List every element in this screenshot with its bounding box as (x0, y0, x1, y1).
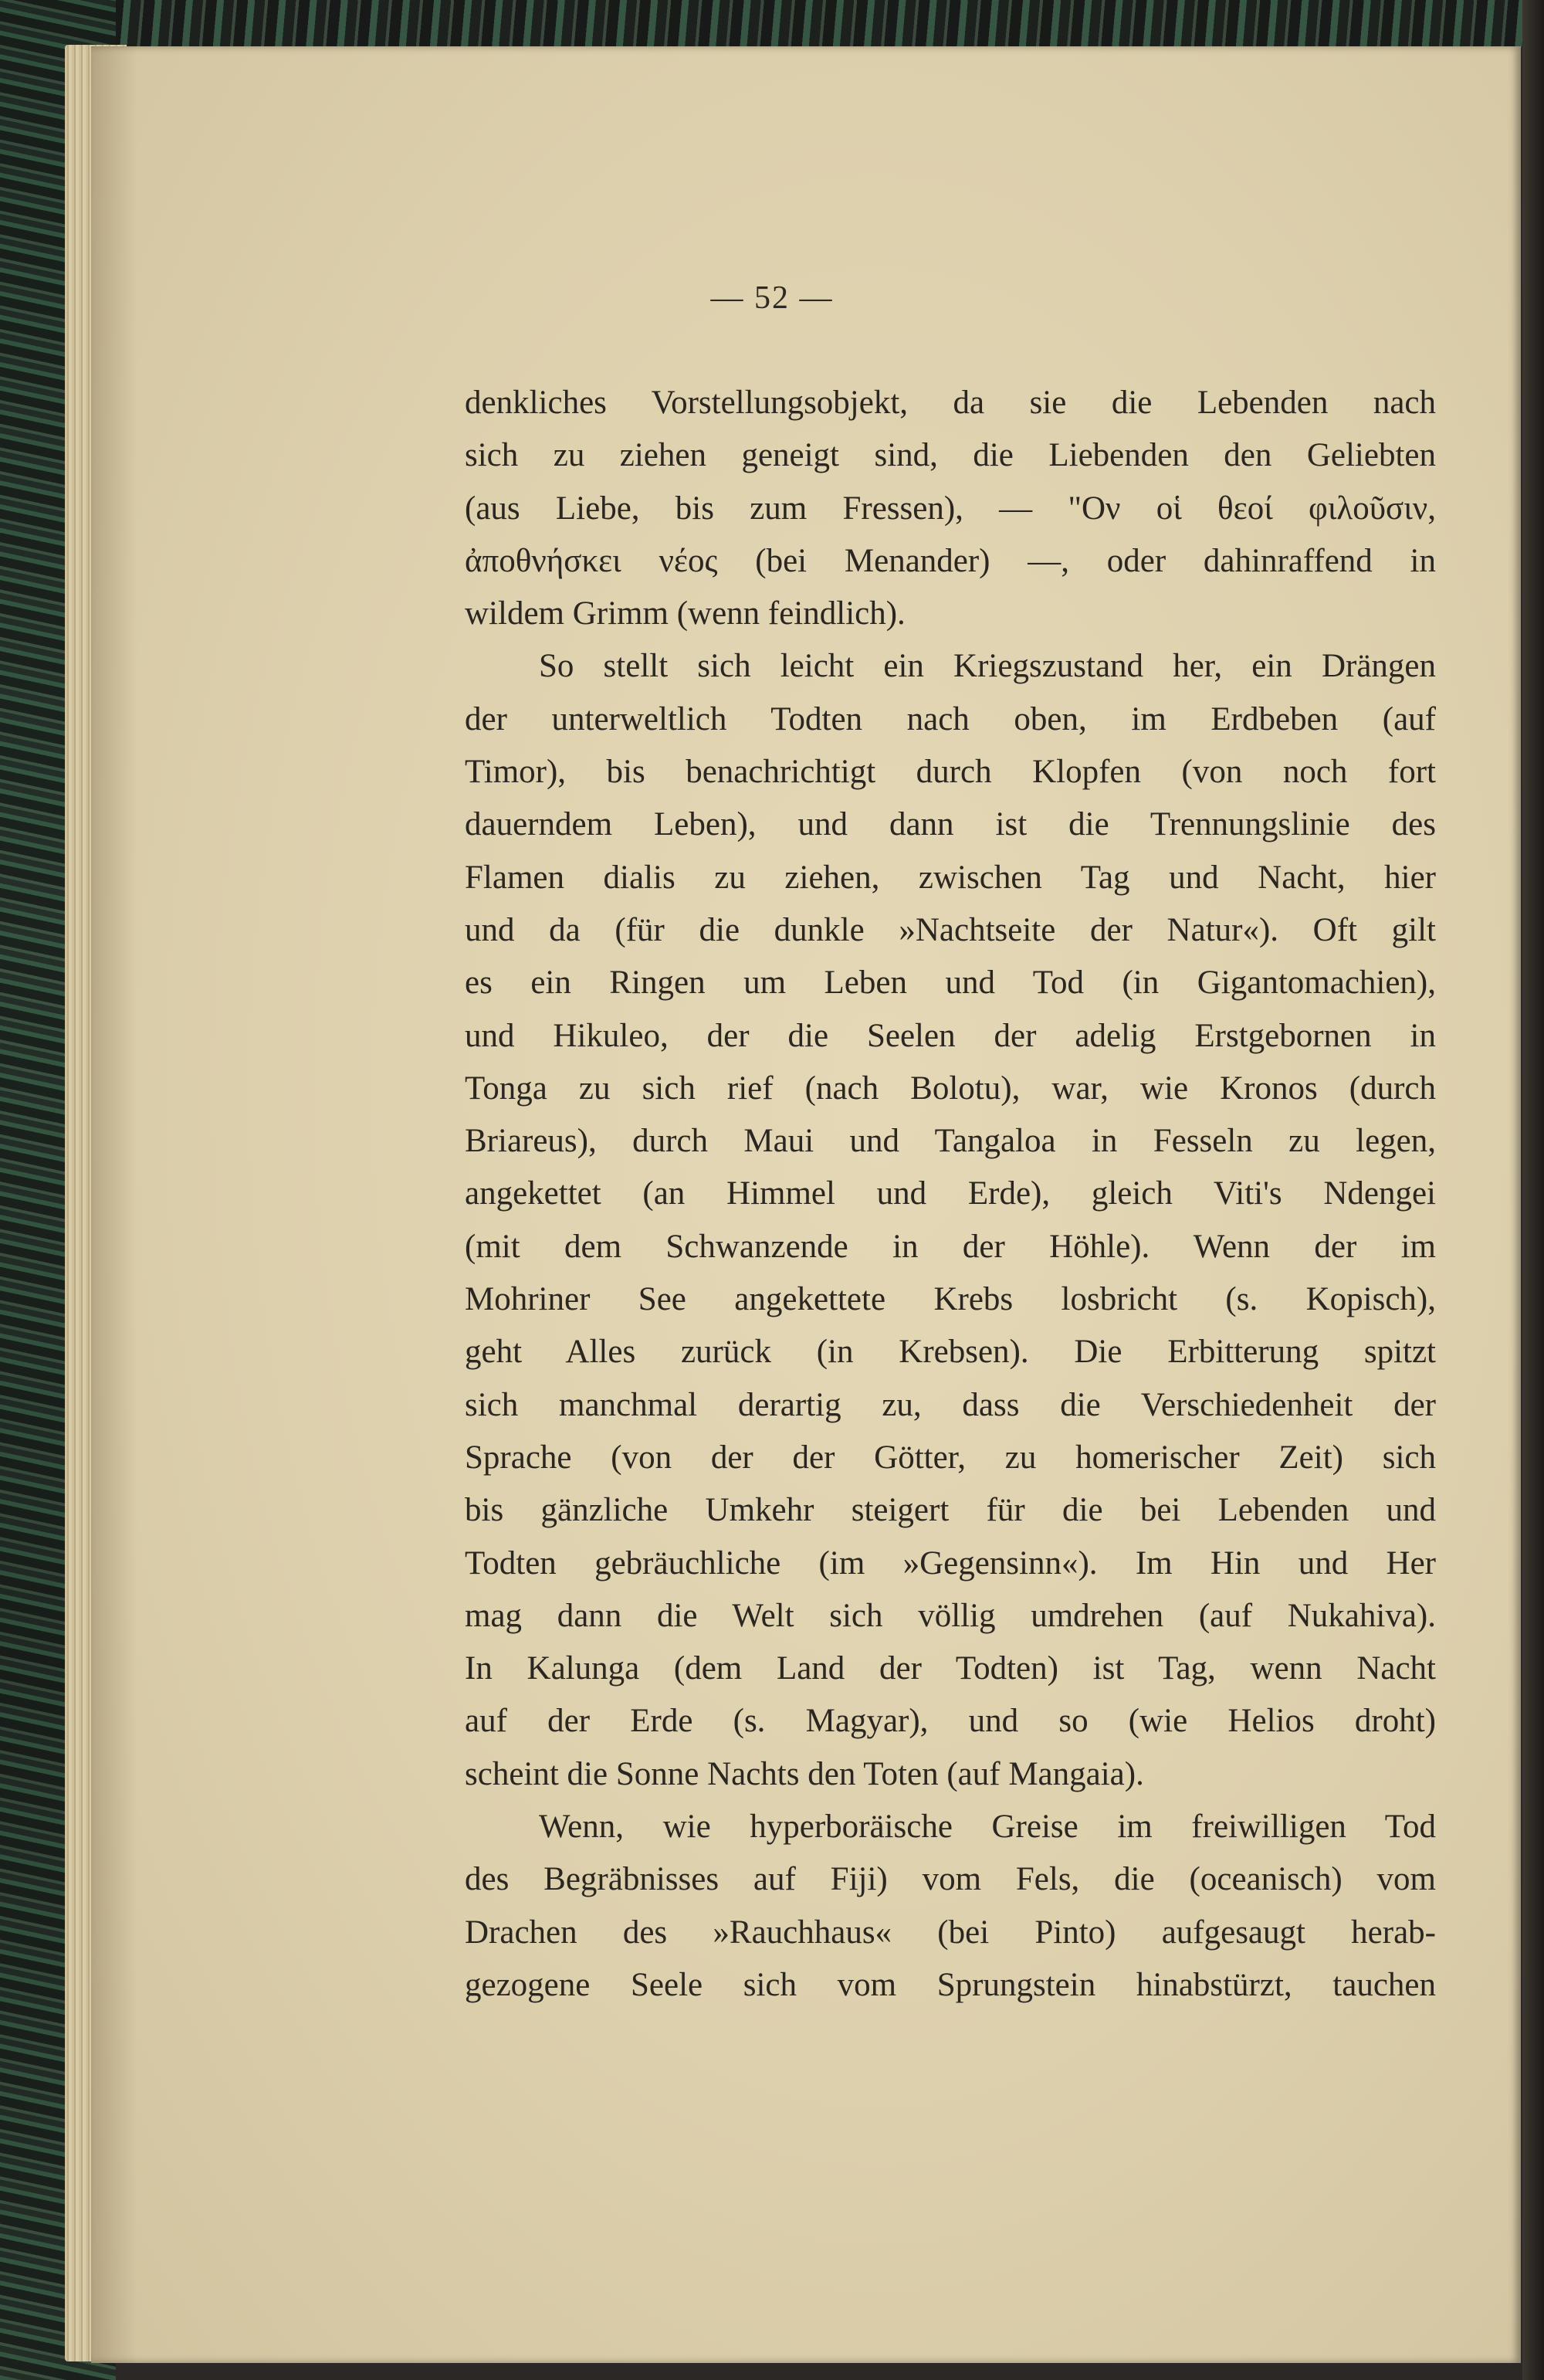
text-line: dauerndem Leben), und dann ist die Trennungslinie des (465, 806, 1436, 843)
text-line: sich manchmal derartig zu, dass die Verschiedenheit der (465, 1386, 1436, 1423)
text-line: Flamen dialis zu ziehen, zwischen Tag und Nacht, hier (465, 859, 1436, 896)
text-line: In Kalunga (dem Land der Todten) ist Tag, wenn Nacht (465, 1650, 1436, 1687)
text-line: (aus Liebe, bis zum Fressen), — "Ον οἱ θεοί φιλοῦσιν, (465, 490, 1436, 527)
text-line: Wenn, wie hyperboräische Greise im freiwilligen Tod (539, 1809, 1436, 1846)
text-line: geht Alles zurück (in Krebsen). Die Erbitterung spitzt (465, 1334, 1436, 1371)
text-line: So stellt sich leicht ein Kriegszustand her, ein Drängen (539, 648, 1436, 685)
text-line: des Begräbnisses auf Fiji) vom Fels, die (oceanisch) vom (465, 1861, 1436, 1898)
text-line: Todten gebräuchliche (im »Gegensinn«). Im Hin und Her (465, 1544, 1436, 1582)
text-line: und da (für die dunkle »Nachtseite der Natur«). Oft gilt (465, 911, 1436, 948)
cover-edge-right (1522, 0, 1544, 2380)
text-line: und Hikuleo, der die Seelen der adelig Erstgebornen in (465, 1017, 1436, 1054)
text-line: Drachen des »Rauchhaus« (bei Pinto) aufgesaugt herab- (465, 1914, 1436, 1951)
body-text (465, 377, 1436, 2012)
gutter-shadow (91, 46, 137, 2363)
text-line: Sprache (von der der Götter, zu homerischer Zeit) sich (465, 1439, 1436, 1476)
text-line: ἀποθνήσκει νέος (bei Menander) —, oder dahinraffend in (465, 542, 1436, 579)
text-line: Timor), bis benachrichtigt durch Klopfen (von noch fort (465, 754, 1436, 791)
text-line: scheint die Sonne Nachts den Toten (auf Mangaia). (465, 1755, 1144, 1792)
text-line: Mohriner See angekettete Krebs losbricht (s. Kopisch), (465, 1281, 1436, 1318)
page-number: — 52 — (710, 280, 834, 316)
text-line: Tonga zu sich rief (nach Bolotu), war, wie Kronos (durch (465, 1070, 1436, 1107)
text-line: (mit dem Schwanzende in der Höhle). Wenn der im (465, 1228, 1436, 1265)
text-line: bis gänzliche Umkehr steigert für die bei Lebenden und (465, 1492, 1436, 1529)
text-line: gezogene Seele sich vom Sprungstein hinabstürzt, tauchen (465, 1966, 1436, 2003)
text-line: sich zu ziehen geneigt sind, die Liebenden den Geliebten (465, 437, 1436, 474)
text-line: es ein Ringen um Leben und Tod (in Gigantomachien), (465, 965, 1436, 1002)
marbled-cover-top (0, 0, 1544, 48)
text-line: Briareus), durch Maui und Tangaloa in Fesseln zu legen, (465, 1123, 1436, 1160)
text-line: denkliches Vorstellungsobjekt, da sie die Lebenden nach (465, 385, 1436, 421)
text-line: angekettet (an Himmel und Erde), gleich Viti's Ndengei (465, 1175, 1436, 1212)
text-line: wildem Grimm (wenn feindlich). (465, 595, 906, 632)
text-line: der unterweltlich Todten nach oben, im Erdbeben (auf (465, 700, 1436, 737)
text-line: mag dann die Welt sich völlig umdrehen (auf Nukahiva). (465, 1597, 1436, 1634)
text-line: auf der Erde (s. Magyar), und so (wie Helios droht) (465, 1703, 1436, 1740)
